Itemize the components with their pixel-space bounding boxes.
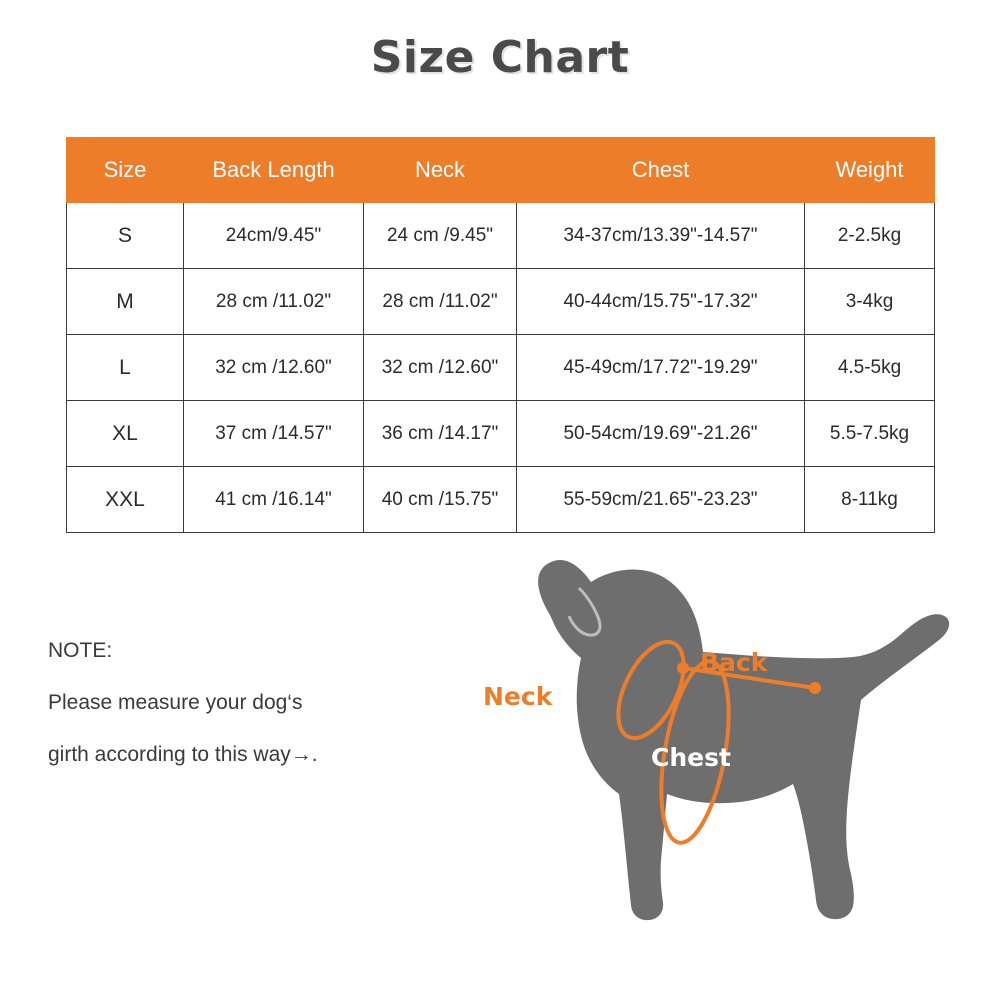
back-measure-start-dot-icon [677,662,689,674]
cell-neck: 32 cm /12.60" [364,335,517,401]
cell-neck: 36 cm /14.17" [364,401,517,467]
label-back: Back [700,648,768,677]
table-row [67,401,935,467]
note-line-1: Please measure your dog‘s [48,691,303,714]
back-measure-end-dot-icon [809,682,821,694]
cell-size: XXL [67,467,184,533]
cell-chest: 55-59cm/21.65"-23.23" [517,467,805,533]
cell-back-length: 37 cm /14.57" [184,401,364,467]
cell-weight: 8-11kg [805,467,935,533]
size-chart-table [66,137,935,533]
cell-weight: 3-4kg [805,269,935,335]
column-header-neck: Neck [364,138,517,203]
cell-neck: 28 cm /11.02" [364,269,517,335]
cell-weight: 4.5-5kg [805,335,935,401]
column-header-size: Size [67,138,184,203]
cell-chest: 40-44cm/15.75"-17.32" [517,269,805,335]
table-row [67,269,935,335]
cell-size: L [67,335,184,401]
table-row [67,467,935,533]
label-neck: Neck [483,682,553,711]
column-header-chest: Chest [517,138,805,203]
note-line-2: girth according to this way→. [48,743,318,766]
column-header-back-length: Back Length [184,138,364,203]
cell-size: M [67,269,184,335]
dog-measurement-illustration [455,540,985,970]
table-row [67,203,935,269]
size-chart-table-container [66,137,934,533]
note-heading: NOTE: [48,639,113,662]
table-body [67,203,935,533]
cell-back-length: 32 cm /12.60" [184,335,364,401]
cell-size: S [67,203,184,269]
cell-neck: 40 cm /15.75" [364,467,517,533]
cell-back-length: 41 cm /16.14" [184,467,364,533]
dog-silhouette-icon [455,540,985,970]
cell-chest: 45-49cm/17.72"-19.29" [517,335,805,401]
cell-chest: 34-37cm/13.39"-14.57" [517,203,805,269]
column-header-weight: Weight [805,138,935,203]
cell-weight: 2-2.5kg [805,203,935,269]
cell-back-length: 24cm/9.45" [184,203,364,269]
cell-weight: 5.5-7.5kg [805,401,935,467]
cell-neck: 24 cm /9.45" [364,203,517,269]
page-title: Size Chart [370,32,630,83]
cell-chest: 50-54cm/19.69"-21.26" [517,401,805,467]
cell-back-length: 28 cm /11.02" [184,269,364,335]
cell-size: XL [67,401,184,467]
table-header [67,138,935,203]
note-block [48,625,468,781]
label-chest: Chest [651,743,731,772]
table-header-row [67,138,935,203]
table-row [67,335,935,401]
